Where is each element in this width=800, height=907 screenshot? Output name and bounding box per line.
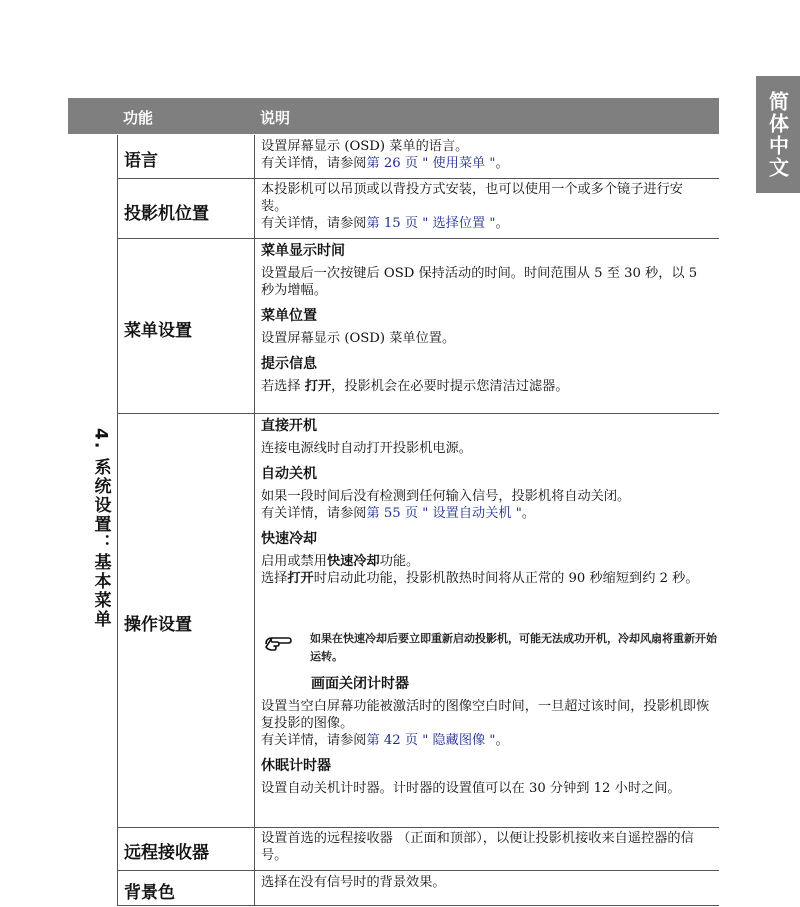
table-header (68, 98, 719, 134)
sleep-timer-text: 设置自动关机计时器。计时器的设置值可以在 30 分钟到 12 小时之间。 (261, 781, 681, 796)
ref-suffix: 。 (495, 216, 509, 231)
chapter-side-title (86, 428, 116, 638)
menu-display-time-title: 菜单显示时间 (261, 243, 345, 259)
row-divider (117, 238, 719, 239)
row-background-color-desc (261, 874, 716, 891)
ref-suffix: 。 (521, 506, 536, 521)
menu-position-text: 设置屏幕显示 (OSD) 菜单位置。 (261, 331, 456, 346)
header-function: 功能 (123, 109, 154, 127)
row-menu-settings-desc (261, 243, 711, 404)
auto-off-ref (261, 505, 711, 522)
quick-cool-line1 (261, 553, 711, 570)
row-projector-position-desc (261, 181, 706, 232)
blank-timer-title: 画面关闭计时器 (311, 676, 409, 692)
row-projector-position-name: 投影机位置 (124, 204, 209, 224)
link-using-menus[interactable]: 第 26 页 " 使用菜单 " (366, 156, 496, 171)
link-hiding-image[interactable]: 第 42 页 " 隐藏图像 " (366, 733, 496, 748)
quick-cool-l2-prefix: 选择 (261, 571, 288, 586)
quick-cool-l1-bold: 快速冷却 (326, 554, 380, 569)
ref-suffix: 。 (495, 733, 509, 748)
table-left-border (117, 135, 118, 905)
language-tab-label: 简体中文 (765, 90, 790, 179)
row-divider (117, 827, 719, 828)
menu-position-title: 菜单位置 (261, 308, 317, 324)
blank-timer-ref (261, 732, 711, 749)
row-menu-settings-name: 菜单设置 (124, 321, 192, 341)
reminder-prefix: 若选择 (261, 379, 305, 394)
row-divider (117, 413, 719, 414)
quick-cool-line2 (261, 570, 711, 587)
language-tab (756, 76, 800, 193)
chapter-side-title-text: 4. 系统设置：基本菜单 (90, 428, 111, 630)
menu-display-time-text: 设置最后一次按键后 OSD 保持活动的时间。时间范围从 5 至 30 秒，以 5 秒为增幅。 (261, 266, 698, 298)
link-auto-off[interactable]: 第 55 页 " 设置自动关机 " (366, 506, 522, 521)
row-divider (117, 178, 719, 179)
blank-timer-text: 设置当空白屏幕功能被激活时的图像空白时间，一旦超过该时间，投影机即恢复投影的图像。 (261, 699, 710, 731)
background-color-text: 选择在没有信号时的背景效果。 (261, 875, 446, 890)
quick-cool-l1-suffix: 功能。 (379, 554, 420, 569)
row-projector-position-ref (261, 215, 706, 232)
ref-suffix: 。 (495, 156, 509, 171)
row-operation-settings-desc-top (261, 418, 711, 596)
quick-cool-l1-prefix: 启用或禁用 (261, 554, 327, 569)
auto-off-title: 自动关机 (261, 466, 317, 482)
pointing-hand-icon (264, 632, 294, 654)
row-remote-receiver-desc (261, 830, 706, 864)
quick-cool-title: 快速冷却 (261, 531, 317, 547)
row-operation-settings-desc-bottom (261, 676, 711, 806)
reminder-title: 提示信息 (261, 356, 317, 372)
header-description: 说明 (260, 109, 291, 127)
note-text: 如果在快速冷却后要立即重新启动投影机，可能无法成功开机，冷却风扇将重新开始运转。 (310, 632, 717, 663)
link-choosing-location[interactable]: 第 15 页 " 选择位置 " (366, 216, 496, 231)
quick-cool-l2-bold: 打开 (287, 571, 314, 586)
direct-on-text: 连接电源线时自动打开投影机电源。 (261, 441, 472, 456)
ref-prefix: 有关详情，请参阅 (261, 506, 367, 521)
sleep-timer-title: 休眠计时器 (261, 758, 331, 774)
row-projector-position-line1: 本投影机可以吊顶或以背投方式安装，也可以使用一个或多个镜子进行安装。 (261, 182, 683, 214)
reminder-text (261, 378, 711, 395)
reminder-bold: 打开 (304, 379, 332, 394)
table-column-divider (254, 135, 255, 905)
remote-receiver-text: 设置首选的远程接收器 （正面和顶部），以便让投影机接收来自遥控器的信号。 (261, 831, 694, 863)
auto-off-text: 如果一段时间后没有检测到任何输入信号，投影机将自动关闭。 (261, 489, 631, 504)
quick-cool-l2-suffix: 时启动此功能，投影机散热时间将从正常的 90 秒缩短到约 2 秒。 (313, 571, 699, 586)
row-background-color-name: 背景色 (124, 883, 175, 903)
row-language-name: 语言 (124, 151, 158, 171)
note-box (260, 630, 720, 670)
row-language-desc (261, 138, 716, 172)
row-language-line1: 设置屏幕显示 (OSD) 菜单的语言。 (261, 139, 469, 154)
row-operation-settings-name: 操作设置 (124, 615, 192, 635)
row-divider (117, 870, 719, 871)
row-remote-receiver-name: 远程接收器 (124, 843, 209, 863)
reminder-suffix: ，投影机会在必要时提示您清洁过滤器。 (331, 379, 569, 394)
ref-prefix: 有关详情，请参阅 (261, 216, 367, 231)
ref-prefix: 有关详情，请参阅 (261, 156, 367, 171)
ref-prefix: 有关详情，请参阅 (261, 733, 367, 748)
direct-on-title: 直接开机 (261, 418, 317, 434)
table-bottom-border (117, 905, 719, 906)
row-language-ref (261, 155, 716, 172)
